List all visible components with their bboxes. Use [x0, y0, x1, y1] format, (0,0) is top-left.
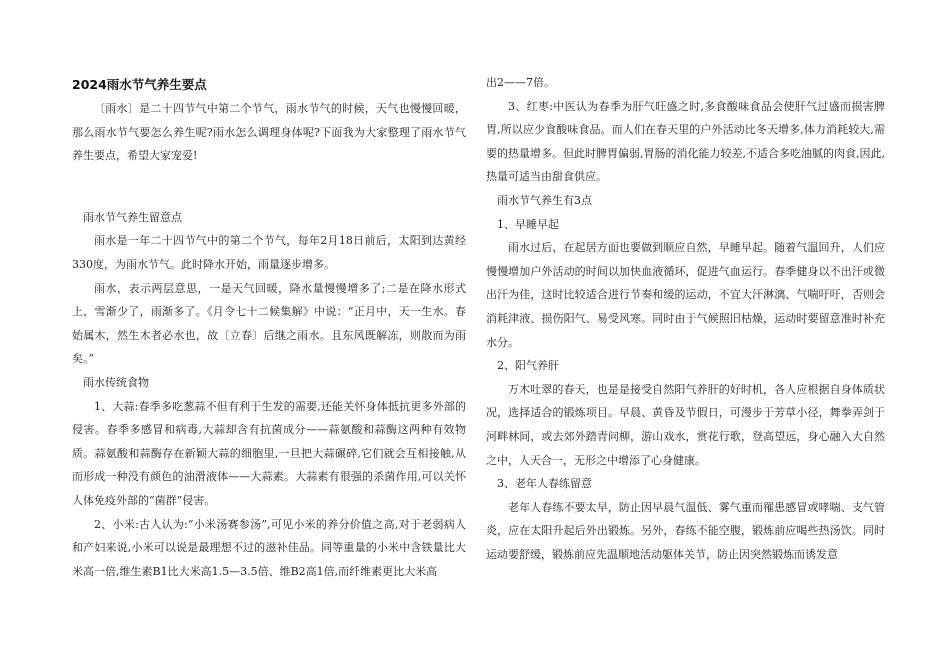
section-heading: 1、早睡早起: [497, 217, 559, 231]
paragraph: 3、红枣:中医认为春季为肝气旺盛之时,多食酸味食品会使肝气过盛而损害脾胃,所以应少食酸味食品。而人们在春天里的户外活动比冬天增多,体力消耗较大,需要的热量增多。但此时脾胃偏弱,胃肠的消化能力较差,不适合多吃油腻的肉食,因此,热量可适当由甜食供应。: [486, 99, 885, 184]
paragraph: 雨水过后，在起居方面也要做到顺应自然，早睡早起。随着气温回升，人们应慢慢增加户外活动的时间以加快血液循环，促进气血运行。春季健身以不出汗或微出汗为佳，这时比较适合进行节奏和缓的运动，不宜大汗淋漓、气喘吁吁，否则会消耗津液、损伤阳气、易受风寒。同时由于气候照旧枯燥，运动时要留意准时补充水分。: [486, 241, 885, 349]
document-title: 2024雨水节气养生要点: [72, 77, 207, 92]
left-column: [72, 73, 466, 583]
paragraph: 老年人春练不要太早，防止因早晨气温低、雾气重而罹患感冒或哮喘、支气管炎，应在太阳升起后外出锻炼。另外，春练不能空腹，锻炼前应喝些热汤饮。同时运动要舒缓，锻炼前应先温顺地活动躯体关节，防止因突然锻炼而诱发意: [486, 500, 885, 561]
section-heading: 雨水传统食物: [83, 375, 149, 389]
left-column-body: [72, 97, 466, 583]
section-heading: 雨水节气养生有3点: [497, 193, 592, 207]
right-column-body: [486, 71, 885, 566]
paragraph: 万木吐翠的春天，也是是接受自然阳气养肝的好时机，各人应根据自身体质状况，选择适合的锻炼项目。早晨、黄昏及节假日，可漫步于芳草小径，舞拳弄剑于河畔林间，或去郊外踏青问柳，游山戏水，赏花行歌，登高望远，身心融入大自然之中，人天合一，无形之中增添了心身健康。: [486, 382, 885, 467]
paragraph: 〔雨水〕是二十四节气中第二个节气，雨水节气的时候，天气也慢慢回暖，那么雨水节气要怎么养生呢?雨水怎么调理身体呢?下面我为大家整理了雨水节气养生要点，希望大家宠爱!: [72, 102, 466, 163]
paragraph: 雨水是一年二十四节气中的第二个节气，每年2月18日前后，太阳到达黄经330度，为雨水节气。此时降水开始，雨量逐步增多。: [72, 234, 466, 271]
paragraph-continuation: 出2——7倍。: [486, 76, 555, 89]
right-column: [486, 71, 885, 566]
paragraph: 2、小米:古人认为:“小米汤赛参汤”,可见小米的养分价值之高,对于老弱病人和产妇来说,小米可以说是最理想不过的滋补佳品。同等重量的小米中含铁量比大米高一倍,维生素B1比大米高1.5—3.5倍、维B2高1倍,而纤维素更比大米高: [72, 517, 466, 578]
paragraph: 1、大蒜:春季多吃葱蒜不但有利于生发的需要,还能关怀身体抵抗更多外部的侵害。春季多感冒和病毒,大蒜却含有抗菌成分——蒜氨酸和蒜酶这两种有效物质。蒜氨酸和蒜酶存在新颖大蒜的细胞里,一旦把大蒜碾碎,它们就会互相接触,从而形成一种没有颜色的油滑液体——大蒜素。大蒜素有很强的杀菌作用,可以关怀人体免疫外部的“菌群”侵害。: [72, 399, 466, 507]
section-heading: 雨水节气养生留意点: [83, 210, 182, 224]
paragraph-spacer: [72, 168, 466, 206]
paragraph: 雨水，表示两层意思，一是天气回暖，降水量慢慢增多了;二是在降水形式上，雪渐少了，雨渐多了。《月令七十二候集解》中说：“正月中，天一生水。春始属木，然生木者必水也，故〔立春〕后继之雨水。且东风既解冻，则散而为雨矣。”: [72, 281, 466, 366]
section-heading: 2、阳气养肝: [497, 359, 559, 373]
section-heading: 3、老年人春练留意: [497, 477, 592, 491]
